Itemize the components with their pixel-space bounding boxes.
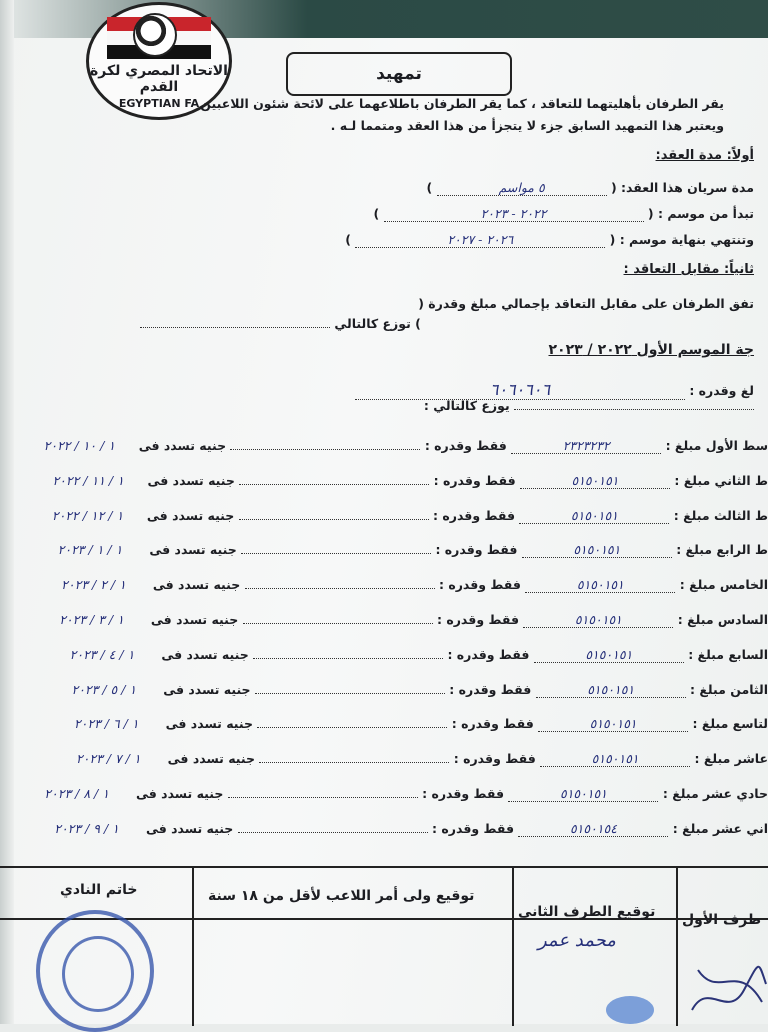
installment-row <box>33 508 768 524</box>
installment-words-label: فقط وقدره : <box>439 577 521 592</box>
ink-smudge-icon <box>600 990 660 1024</box>
start-season-close: ) <box>373 206 379 221</box>
installment-words-label: فقط وقدره : <box>447 647 529 662</box>
signature-col-divider <box>676 868 678 1026</box>
installment-date: ١ / ٧ / ٢٠٢٣ <box>53 751 163 766</box>
agree-line-suffix: ) توزع كالتالي <box>334 316 420 331</box>
agree-total-field <box>140 327 330 328</box>
season-distribution-label: يوزع كالتالي : <box>424 398 510 413</box>
installment-words-label: فقط وقدره : <box>434 473 516 488</box>
installment-row <box>39 577 768 593</box>
end-season-label: وتنتهي بنهاية موسم : ( <box>610 232 754 247</box>
installment-suffix: جنيه تسدد فى <box>161 647 248 662</box>
agree-line-end <box>140 316 421 331</box>
installment-suffix: جنيه تسدد فى <box>139 438 226 453</box>
installment-suffix: جنيه تسدد فى <box>147 508 234 523</box>
installment-words-field <box>239 519 429 520</box>
second-party-signature: محمد عمر <box>538 930 616 951</box>
installment-date: ١ / ٩ / ٢٠٢٣ <box>32 821 142 836</box>
start-season-value: ٢٠٢٢ - ٢٠٢٣ <box>384 206 644 222</box>
installment-amount: ٥١٥٠١٥١ <box>522 542 672 558</box>
season-amount-row <box>355 380 754 400</box>
installment-words-field <box>228 797 418 798</box>
end-season-close: ) <box>345 232 351 247</box>
signature-col-divider <box>512 868 514 1026</box>
installment-date: ١ / ١٢ / ٢٠٢٢ <box>33 508 143 523</box>
installment-words-label: فقط وقدره : <box>425 438 507 453</box>
football-icon <box>133 13 177 57</box>
installment-amount: ٥١٥٠١٥١ <box>508 786 658 802</box>
installment-date: ١ / ٥ / ٢٠٢٣ <box>49 682 159 697</box>
installment-words-field <box>255 693 445 694</box>
installment-words-label: فقط وقدره : <box>454 751 536 766</box>
duration-close: ) <box>427 180 433 195</box>
first-party-signature-header: طرف الأول <box>682 912 761 928</box>
installment-row <box>33 473 768 489</box>
intro-line-2: ويعتبر هذا التمهيد السابق جزء لا يتجزأ من هذا العقد ومتمما لـه . <box>331 118 724 133</box>
installment-label: حادي عشر مبلغ : <box>663 786 768 801</box>
signature-col-divider <box>192 868 194 1026</box>
installment-label: سط الأول مبلغ : <box>666 438 768 453</box>
start-season-row <box>373 206 754 222</box>
installment-amount: ٥١٥٠١٥١ <box>520 473 670 489</box>
intro-title: تمهيد <box>286 52 512 96</box>
installment-date: ١ / ١ / ٢٠٢٣ <box>35 542 145 557</box>
installment-amount: ٢٣٢٣٢٣٢ <box>511 438 661 454</box>
installment-amount: ٥١٥٠١٥٤ <box>518 821 668 837</box>
installment-suffix: جنيه تسدد فى <box>146 821 233 836</box>
installment-suffix: جنيه تسدد فى <box>166 716 253 731</box>
installment-row <box>32 821 768 837</box>
installment-date: ١ / ١٠ / ٢٠٢٢ <box>24 438 134 453</box>
installment-words-label: فقط وقدره : <box>433 508 515 523</box>
installment-label: ط الثالث مبلغ : <box>674 508 768 523</box>
intro-line-1: يقر الطرفان بأهليتهما للتعاقد ، كما يقر الطرفان باطلاعهما على لائحة شئون اللاعبين <box>200 96 724 111</box>
installment-words-label: فقط وقدره : <box>422 786 504 801</box>
installment-words-label: فقط وقدره : <box>435 542 517 557</box>
installment-row <box>49 682 768 698</box>
installment-words-field <box>241 553 431 554</box>
installment-label: الخامس مبلغ : <box>680 577 768 592</box>
season-amount-label: لغ وقدره : <box>689 383 754 398</box>
installment-words-label: فقط وقدره : <box>449 682 531 697</box>
installment-label: عاشر مبلغ : <box>695 751 768 766</box>
installment-suffix: جنيه تسدد فى <box>148 473 235 488</box>
installment-label: ط الثاني مبلغ : <box>674 473 768 488</box>
section1-heading: أولاً: مدة العقد: <box>656 148 754 163</box>
installment-date: ١ / ٣ / ٢٠٢٣ <box>37 612 147 627</box>
logo-arabic-text: الاتحاد المصري لكرة القدم <box>89 63 229 95</box>
installment-label: اني عشر مبلغ : <box>673 821 768 836</box>
installment-label: لتاسع مبلغ : <box>692 716 768 731</box>
start-season-label: تبدأ من موسم : ( <box>648 206 754 221</box>
installment-row <box>22 786 768 802</box>
installment-row <box>35 542 768 558</box>
guardian-signature-header: توقيع ولى أمر اللاعب لأقل من ١٨ سنة <box>208 888 474 904</box>
installment-suffix: جنيه تسدد فى <box>168 751 255 766</box>
end-season-row <box>345 232 754 248</box>
installment-suffix: جنيه تسدد فى <box>136 786 223 801</box>
installment-date: ١ / ١١ / ٢٠٢٢ <box>33 473 143 488</box>
season-distribution-dots <box>514 409 754 410</box>
installment-words-label: فقط وقدره : <box>452 716 534 731</box>
installment-label: ط الرابع مبلغ : <box>676 542 768 557</box>
installment-words-field <box>230 449 420 450</box>
installment-label: السابع مبلغ : <box>688 647 768 662</box>
installment-suffix: جنيه تسدد فى <box>153 577 240 592</box>
installment-words-field <box>238 832 428 833</box>
installment-words-field <box>243 623 433 624</box>
installment-amount: ٥١٥٠١٥١ <box>525 577 675 593</box>
installment-amount: ٥١٥٠١٥١ <box>538 716 688 732</box>
installment-suffix: جنيه تسدد فى <box>163 682 250 697</box>
first-party-signature-icon <box>688 940 768 1024</box>
installment-amount: ٥١٥٠١٥١ <box>519 508 669 524</box>
installment-amount: ٥١٥٠١٥١ <box>523 612 673 628</box>
club-stamp-header: خاتم النادي <box>60 882 138 898</box>
installment-row <box>47 647 768 663</box>
installment-row <box>37 612 768 628</box>
installment-words-field <box>257 727 447 728</box>
season-title: جة الموسم الأول ٢٠٢٢ / ٢٠٢٣ <box>549 342 755 358</box>
installment-date: ١ / ٤ / ٢٠٢٣ <box>47 647 157 662</box>
installment-label: الثامن مبلغ : <box>690 682 768 697</box>
installment-date: ١ / ٢ / ٢٠٢٣ <box>39 577 149 592</box>
installment-words-field <box>253 658 443 659</box>
logo-english-text: EGYPTIAN FA <box>89 97 229 110</box>
installment-words-label: فقط وقدره : <box>437 612 519 627</box>
second-party-signature-header: توقيع الطرف الثاني <box>518 904 655 920</box>
duration-row <box>427 180 754 196</box>
duration-label: مدة سريان هذا العقد: ( <box>611 180 754 195</box>
section2-heading: ثانياً: مقابل التعاقد : <box>624 262 754 277</box>
installment-amount: ٥١٥٠١٥١ <box>540 751 690 767</box>
agree-line: تفق الطرفان على مقابل التعاقد بإجمالي مبلغ وقدرة ( <box>418 296 754 311</box>
installment-words-field <box>259 762 449 763</box>
installment-label: السادس مبلغ : <box>678 612 768 627</box>
installment-row <box>24 438 768 454</box>
installment-amount: ٥١٥٠١٥١ <box>536 682 686 698</box>
season-distribution-row <box>424 398 754 413</box>
installment-row <box>51 716 768 732</box>
installment-date: ١ / ٨ / ٢٠٢٣ <box>22 786 132 801</box>
duration-value: ٥ مواسم <box>437 180 607 196</box>
season-amount-value: ٦٠٦٠٦٠٦ <box>355 380 685 400</box>
installment-row <box>53 751 768 767</box>
installment-words-field <box>245 588 435 589</box>
club-stamp-icon <box>36 910 154 1032</box>
end-season-value: ٢٠٢٦ - ٢٠٢٧ <box>355 232 605 248</box>
installment-date: ١ / ٦ / ٢٠٢٣ <box>51 716 161 731</box>
installment-suffix: جنيه تسدد فى <box>151 612 238 627</box>
installment-words-field <box>239 484 429 485</box>
installment-words-label: فقط وقدره : <box>432 821 514 836</box>
installment-suffix: جنيه تسدد فى <box>149 542 236 557</box>
installment-amount: ٥١٥٠١٥١ <box>534 647 684 663</box>
